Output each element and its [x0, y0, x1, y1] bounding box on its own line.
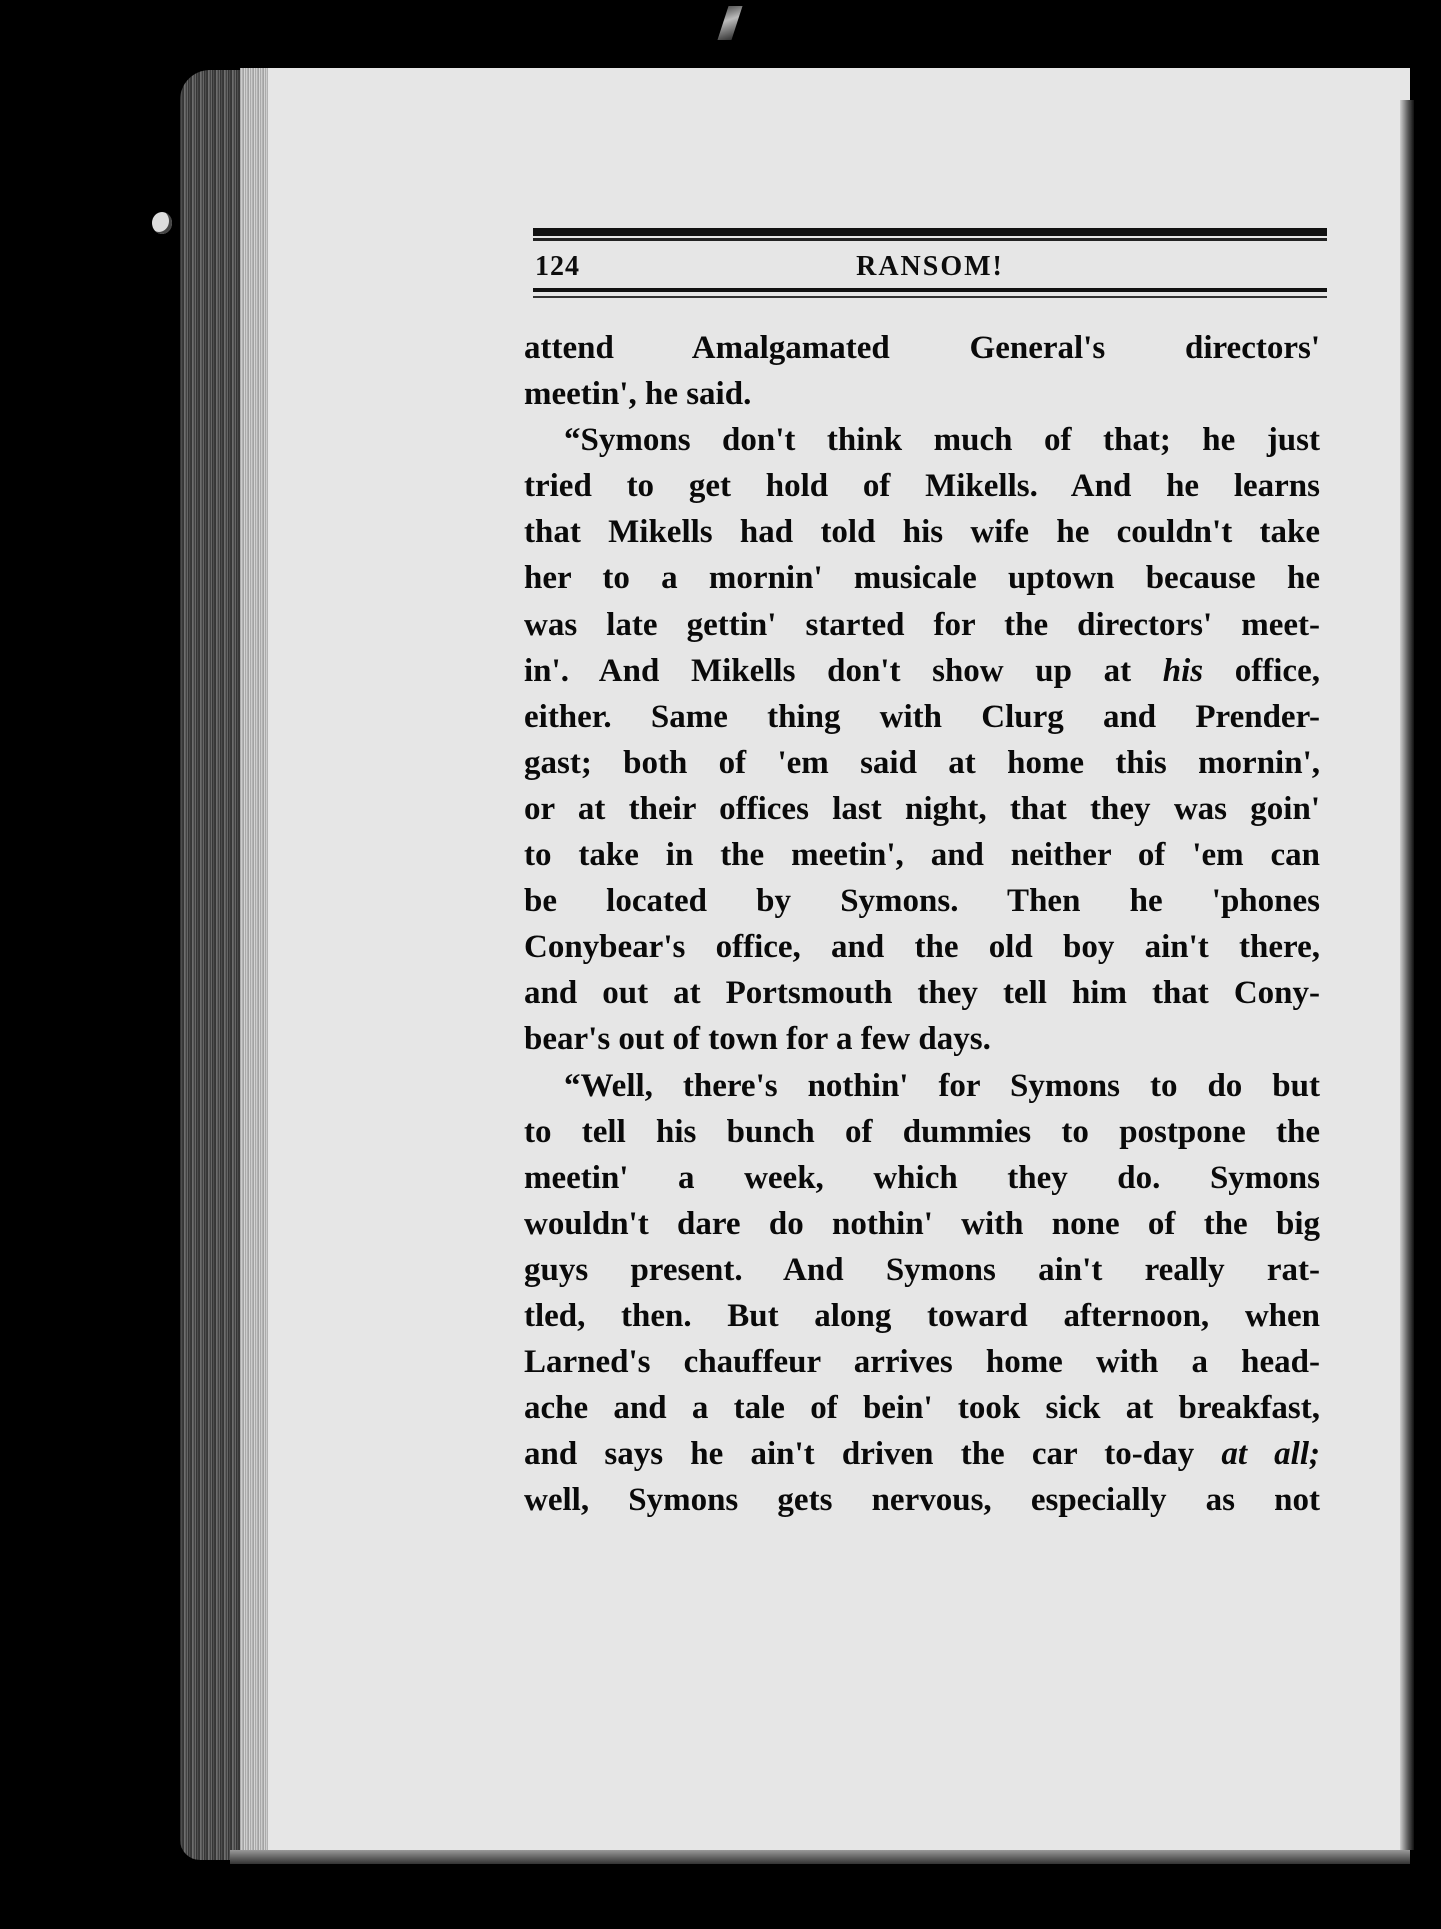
text-line: in'. And Mikells don't show up at his office,: [524, 652, 1320, 689]
text-line: was late gettin' started for the directors' meet-: [524, 606, 1320, 643]
text-line: attend Amalgamated General's directors': [524, 330, 1320, 366]
text-line: and says he ain't driven the car to-day at all;: [524, 1436, 1320, 1473]
italic-emphasis: at all;: [1221, 1436, 1320, 1473]
header-rule-bottom: [533, 288, 1327, 292]
text-line: or at their offices last night, that they was goin': [524, 790, 1320, 827]
text-line: to tell his bunch of dummies to postpone the: [524, 1113, 1320, 1150]
text-line: tled, then. But along toward afternoon, when: [524, 1297, 1320, 1334]
body-text: [524, 325, 1320, 1523]
header-rule-top: [533, 228, 1327, 236]
binding-hole: [152, 212, 172, 234]
text-line: either. Same thing with Clurg and Prender-: [524, 698, 1320, 735]
page-gutter: [240, 68, 268, 1858]
text-line: tried to get hold of Mikells. And he learns: [524, 468, 1320, 505]
text-line: “Well, there's nothin' for Symons to do but: [564, 1067, 1320, 1104]
text-line: and out at Portsmouth they tell him that Cony-: [524, 975, 1320, 1012]
header-rule-bottom-thin: [533, 296, 1327, 298]
text-line: meetin', he said.: [524, 376, 752, 413]
text-line: be located by Symons. Then he 'phones: [524, 883, 1320, 920]
running-title: RANSOM!: [856, 251, 1004, 282]
text-line: meetin' a week, which they do. Symons: [524, 1159, 1320, 1196]
text-line: Larned's chauffeur arrives home with a head-: [524, 1344, 1320, 1381]
text-line: to take in the meetin', and neither of 'em can: [524, 837, 1320, 874]
text-line: that Mikells had told his wife he couldn't take: [524, 514, 1320, 551]
page-number: 124: [535, 251, 580, 282]
page-right-edge: [1400, 100, 1414, 1850]
text-line: well, Symons gets nervous, especially as not: [524, 1482, 1320, 1519]
header-rule-top-thin: [533, 238, 1327, 241]
text-line: her to a mornin' musicale uptown because he: [524, 560, 1320, 597]
text-line: gast; both of 'em said at home this mornin',: [524, 744, 1320, 781]
text-line: ache and a tale of bein' took sick at breakfast,: [524, 1390, 1320, 1427]
text-line: Conybear's office, and the old boy ain't there,: [524, 929, 1320, 966]
page-bottom-edge: [230, 1850, 1410, 1864]
italic-emphasis: his: [1162, 652, 1204, 689]
text-line: wouldn't dare do nothin' with none of the big: [524, 1205, 1320, 1242]
text-line: bear's out of town for a few days.: [524, 1021, 991, 1058]
text-line: guys present. And Symons ain't really rat-: [524, 1251, 1320, 1288]
text-line: “Symons don't think much of that; he just: [564, 422, 1320, 459]
